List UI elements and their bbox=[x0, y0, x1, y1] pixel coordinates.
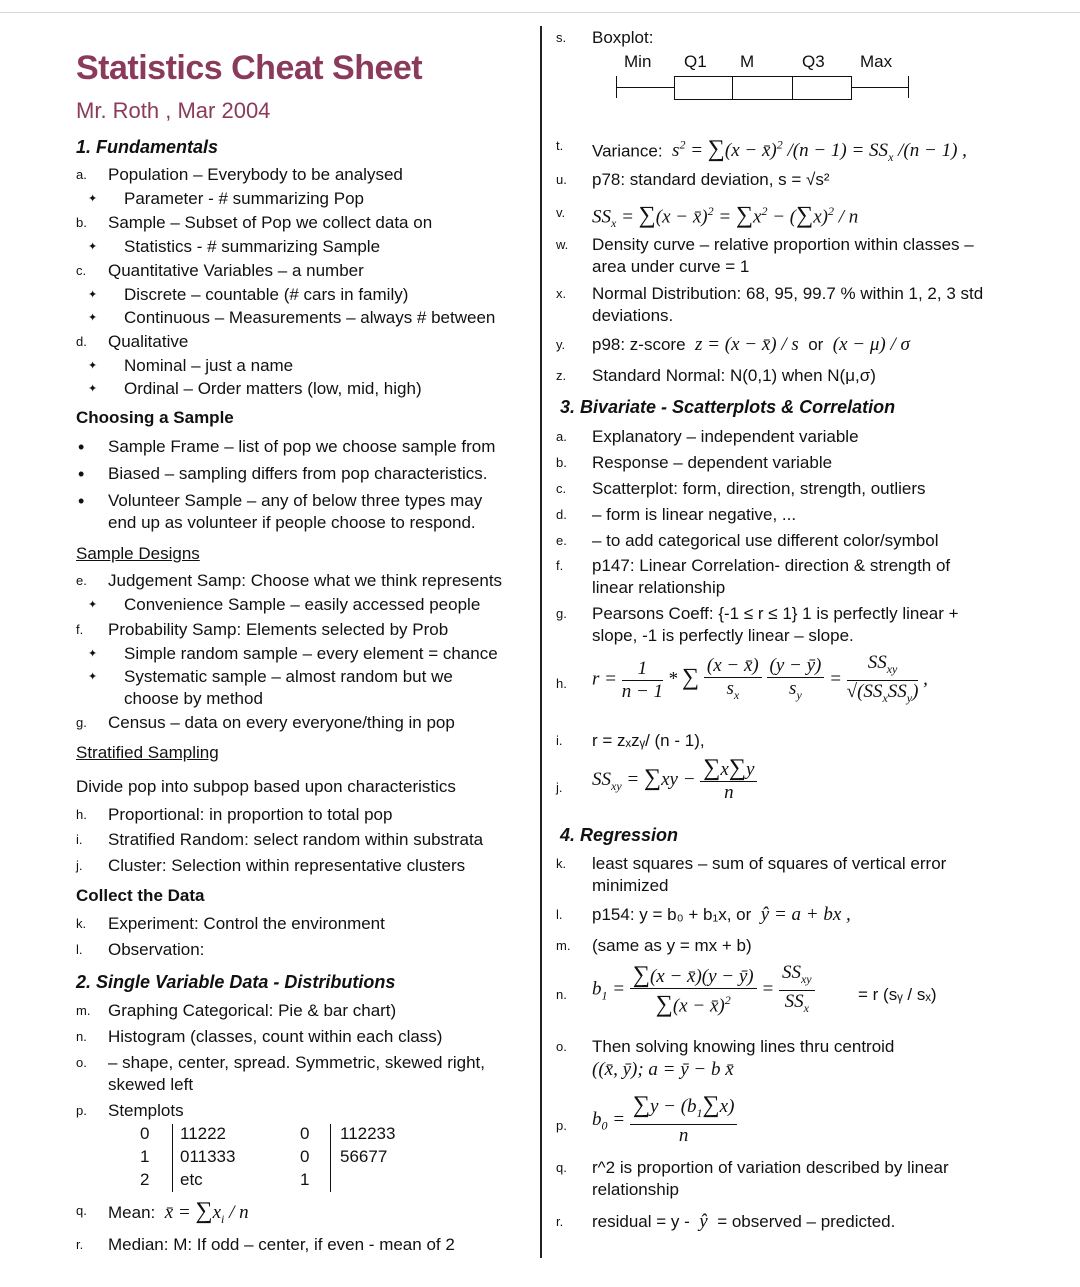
choosing-sample-heading: Choosing a Sample bbox=[76, 408, 234, 427]
item-label: b. bbox=[556, 455, 567, 470]
leaves: 011333 bbox=[180, 1147, 236, 1166]
list-item: Population – Everybody to be analysed bbox=[108, 165, 403, 184]
item-label: p. bbox=[556, 1118, 567, 1133]
list-item: Nominal – just a name bbox=[124, 356, 294, 375]
list-item: Standard Normal: N(0,1) when N(μ,σ) bbox=[592, 366, 876, 385]
list-item: Histogram (classes, count within each class) bbox=[108, 1027, 443, 1046]
list-item: Biased – sampling differs from pop characteristics. bbox=[108, 464, 488, 483]
stratified-intro: Divide pop into subpop based upon characteristics bbox=[76, 777, 456, 796]
residual-text: residual = y - bbox=[592, 1212, 690, 1231]
item-label: k. bbox=[76, 916, 87, 931]
list-item: Pearsons Coeff: {-1 ≤ r ≤ 1} 1 is perfectly linear + bbox=[592, 604, 959, 623]
item-label: s. bbox=[556, 30, 567, 45]
median-item: Median: M: If odd – center, if even - mean of 2 bbox=[108, 1235, 455, 1254]
list-item: – form is linear negative, ... bbox=[592, 505, 797, 524]
item-label: g. bbox=[76, 715, 87, 730]
item-label: i. bbox=[556, 733, 563, 748]
diamond-bullet-icon: ✦ bbox=[88, 383, 98, 395]
ssx-formula: $SS_x = \sum(x$ − x̄)$^2$ = $\sum x^2 - (\sum x)^2 / n$ bbox=[592, 202, 859, 231]
stem: 1 bbox=[140, 1147, 150, 1166]
stem: 2 bbox=[140, 1170, 150, 1189]
variance-label: Variance: bbox=[592, 141, 663, 161]
list-item: Cluster: Selection within representative clusters bbox=[108, 856, 466, 875]
intercept-formula: $b_0$ = $\frac{\sum y - (b_1\sum x)}{n}$ bbox=[592, 1094, 737, 1148]
list-item: r = zₓzᵧ/ (n - 1), bbox=[592, 731, 705, 750]
list-item: Systematic sample – almost random but we bbox=[124, 667, 453, 686]
list-item: Parameter - # summarizing Pop bbox=[124, 189, 364, 208]
leaves: 11222 bbox=[180, 1124, 227, 1143]
author-date: Mr. Roth , Mar 2004 bbox=[76, 98, 271, 123]
section-fundamentals: 1. Fundamentals bbox=[76, 137, 219, 157]
list-item: Experiment: Control the environment bbox=[108, 914, 385, 933]
diamond-bullet-icon: ✦ bbox=[88, 599, 98, 611]
pearson-r-formula: r = $\frac{1}{n - 1}$ * ∑ $\frac{(x - x̄)}{s_x}$ $\frac{(y - ȳ)}{s_y}$ = $SS_{xy}$ $√(SS_xSS_y)$ , bbox=[592, 652, 928, 705]
leaves: 56677 bbox=[340, 1147, 388, 1166]
diamond-bullet-icon: ✦ bbox=[88, 648, 98, 660]
list-item: Quantitative Variables – a number bbox=[108, 261, 364, 280]
item-label: t. bbox=[556, 138, 564, 153]
item-label: r. bbox=[76, 1237, 84, 1252]
item-label: b. bbox=[76, 215, 87, 230]
item-label: d. bbox=[556, 507, 567, 522]
list-item: Scatterplot: form, direction, strength, outliers bbox=[592, 479, 926, 498]
zscore-item: p98: z-score z = (x − x̄) / s or (x − μ) / σ bbox=[592, 334, 910, 355]
list-item: Discrete – countable (# cars in family) bbox=[124, 285, 409, 304]
item-label: e. bbox=[556, 533, 567, 548]
list-item: Volunteer Sample – any of below three types may bbox=[108, 491, 483, 510]
section-regression: 4. Regression bbox=[560, 825, 679, 845]
item-label: m. bbox=[76, 1003, 91, 1018]
list-item: least squares – sum of squares of vertical error bbox=[592, 854, 947, 873]
list-item: Continuous – Measurements – always # between bbox=[124, 308, 496, 327]
item-label: j. bbox=[556, 780, 563, 795]
stratified-sampling-heading: Stratified Sampling bbox=[76, 743, 219, 762]
item-label: f. bbox=[76, 622, 84, 637]
collect-data-heading: Collect the Data bbox=[76, 886, 205, 905]
variance-formula: Variance: $s^2 = \sum(x$ − x̄)$^2$ $/(n - 1) = SS_x$ /(n − 1) , bbox=[592, 136, 967, 165]
boxplot-label-q1: Q1 bbox=[684, 52, 707, 71]
item-label: l. bbox=[76, 942, 83, 957]
list-item: Proportional: in proportion to total pop bbox=[108, 805, 393, 824]
bullet-icon: • bbox=[78, 491, 85, 511]
list-item: – to add categorical use different color/symbol bbox=[592, 531, 939, 550]
item-label: h. bbox=[76, 807, 87, 822]
list-item: Ordinal – Order matters (low, mid, high) bbox=[124, 379, 422, 398]
slope-tail: = r (sᵧ / sₓ) bbox=[858, 985, 937, 1004]
item-label: r. bbox=[556, 1214, 564, 1229]
regression-line-item: p154: y = b₀ + b₁x, or ŷ = a + bx , bbox=[592, 904, 851, 925]
item-label: h. bbox=[556, 676, 567, 691]
boxplot-label-median: M bbox=[740, 52, 755, 71]
boxplot-label-min: Min bbox=[624, 52, 652, 71]
page-title: Statistics Cheat Sheet bbox=[76, 49, 423, 87]
item-label: a. bbox=[76, 167, 87, 182]
list-item-continued: minimized bbox=[592, 876, 669, 895]
item-label: u. bbox=[556, 172, 567, 187]
boxplot-median-line bbox=[732, 76, 733, 100]
item-label: c. bbox=[556, 481, 567, 496]
list-item-continued: choose by method bbox=[124, 689, 263, 708]
item-label: j. bbox=[76, 858, 83, 873]
list-item: Density curve – relative proportion within classes – bbox=[592, 235, 974, 254]
item-label: e. bbox=[76, 573, 87, 588]
leaves: etc bbox=[180, 1170, 203, 1189]
item-label: o. bbox=[556, 1039, 567, 1054]
list-item-continued: linear relationship bbox=[592, 578, 726, 597]
list-item: – shape, center, spread. Symmetric, skewed right, bbox=[108, 1053, 486, 1072]
leaves: 112233 bbox=[340, 1124, 396, 1143]
section-bivariate: 3. Bivariate - Scatterplots & Correlation bbox=[560, 397, 896, 417]
list-item: Sample – Subset of Pop we collect data on bbox=[108, 213, 433, 232]
stem: 0 bbox=[140, 1124, 150, 1143]
list-item-continued: skewed left bbox=[108, 1075, 194, 1094]
boxplot-label-max: Max bbox=[860, 52, 893, 71]
diamond-bullet-icon: ✦ bbox=[88, 671, 98, 683]
regression-line-text: p154: y = b₀ + b₁x, or bbox=[592, 905, 752, 924]
list-item: Qualitative bbox=[108, 332, 189, 351]
item-label: y. bbox=[556, 337, 566, 352]
boxplot-label-q3: Q3 bbox=[802, 52, 825, 71]
centroid-formula: ((x̄, ȳ); a = ȳ − b x̄ bbox=[592, 1059, 734, 1080]
item-label: l. bbox=[556, 907, 563, 922]
item-label: v. bbox=[556, 205, 566, 220]
item-label: x. bbox=[556, 286, 567, 301]
list-item-continued: end up as volunteer if people choose to respond. bbox=[108, 513, 476, 532]
list-item: Then solving knowing lines thru centroid bbox=[592, 1037, 895, 1056]
list-item: Graphing Categorical: Pie & bar chart) bbox=[108, 1001, 397, 1020]
item-label: q. bbox=[76, 1203, 87, 1218]
item-label: n. bbox=[76, 1029, 87, 1044]
item-label: d. bbox=[76, 334, 87, 349]
diamond-bullet-icon: ✦ bbox=[88, 312, 98, 324]
stem: 0 bbox=[300, 1147, 310, 1166]
list-item: Explanatory – independent variable bbox=[592, 427, 859, 446]
column-divider bbox=[540, 26, 542, 1258]
list-item: Judgement Samp: Choose what we think represents bbox=[108, 571, 503, 590]
boxplot-title: Boxplot: bbox=[592, 28, 654, 47]
list-item: Stemplots bbox=[108, 1101, 184, 1120]
residual-item: residual = y - ŷ = observed – predicted. bbox=[592, 1211, 896, 1232]
stem: 0 bbox=[300, 1124, 310, 1143]
item-label: a. bbox=[556, 429, 567, 444]
list-item: Observation: bbox=[108, 940, 205, 959]
list-item: Response – dependent variable bbox=[592, 453, 833, 472]
stem-divider bbox=[172, 1124, 173, 1192]
item-label: w. bbox=[556, 237, 569, 252]
list-item: p78: standard deviation, s = √s² bbox=[592, 170, 830, 189]
item-label: o. bbox=[76, 1055, 87, 1070]
top-rule bbox=[0, 12, 1080, 13]
residual-tail: = observed – predicted. bbox=[717, 1212, 896, 1231]
item-label: g. bbox=[556, 606, 567, 621]
ssxy-formula: $SS_{xy} = \sum xy$ − $\frac{\sum x\sum y}{n}$ bbox=[592, 756, 757, 808]
list-item-continued: deviations. bbox=[592, 306, 674, 325]
diamond-bullet-icon: ✦ bbox=[88, 360, 98, 372]
mean-formula: Mean: x̄ = $\sum x_i$ / n bbox=[108, 1198, 249, 1226]
bullet-icon: • bbox=[78, 464, 85, 484]
list-item: Sample Frame – list of pop we choose sample from bbox=[108, 437, 496, 456]
list-item-continued: relationship bbox=[592, 1180, 679, 1199]
list-item: p147: Linear Correlation- direction & strength of bbox=[592, 556, 951, 575]
item-label: q. bbox=[556, 1160, 567, 1175]
item-label: m. bbox=[556, 938, 571, 953]
item-label: f. bbox=[556, 558, 564, 573]
stem-divider bbox=[330, 1124, 331, 1192]
bullet-icon: • bbox=[78, 437, 85, 457]
list-item-continued: slope, -1 is perfectly linear – slope. bbox=[592, 626, 854, 645]
list-item: Census – data on every everyone/thing in pop bbox=[108, 713, 455, 732]
item-label: p. bbox=[76, 1103, 87, 1118]
item-label: n. bbox=[556, 987, 567, 1002]
list-item: Normal Distribution: 68, 95, 99.7 % within 1, 2, 3 std bbox=[592, 284, 984, 303]
diamond-bullet-icon: ✦ bbox=[88, 289, 98, 301]
boxplot-quartile-line bbox=[792, 76, 793, 100]
boxplot-box bbox=[674, 76, 852, 100]
list-item: Simple random sample – every element = chance bbox=[124, 644, 498, 663]
list-item: Stratified Random: select random within substrata bbox=[108, 830, 484, 849]
sample-designs-heading: Sample Designs bbox=[76, 544, 200, 563]
item-label: c. bbox=[76, 263, 87, 278]
list-item-continued: area under curve = 1 bbox=[592, 257, 750, 276]
boxplot-max-whisker bbox=[908, 76, 909, 98]
stem: 1 bbox=[300, 1170, 310, 1189]
item-label: k. bbox=[556, 856, 567, 871]
list-item: (same as y = mx + b) bbox=[592, 936, 752, 955]
section-distributions: 2. Single Variable Data - Distributions bbox=[76, 972, 396, 992]
mean-label: Mean: bbox=[108, 1203, 156, 1222]
item-label: z. bbox=[556, 368, 567, 383]
diamond-bullet-icon: ✦ bbox=[88, 193, 98, 205]
list-item: Statistics - # summarizing Sample bbox=[124, 237, 381, 256]
zscore-label: p98: z-score bbox=[592, 335, 686, 354]
diamond-bullet-icon: ✦ bbox=[88, 241, 98, 253]
list-item: r^2 is proportion of variation described by linear bbox=[592, 1158, 949, 1177]
item-label: i. bbox=[76, 832, 83, 847]
list-item: Convenience Sample – easily accessed people bbox=[124, 595, 481, 614]
slope-formula: $b_1$ = $\frac{\sum(x - x̄)(y - ȳ)}{\sum(x - x̄)^2}$ = $SS_{xy}$ $SS_x$ bbox=[592, 962, 815, 1019]
list-item: Probability Samp: Elements selected by Prob bbox=[108, 620, 449, 639]
